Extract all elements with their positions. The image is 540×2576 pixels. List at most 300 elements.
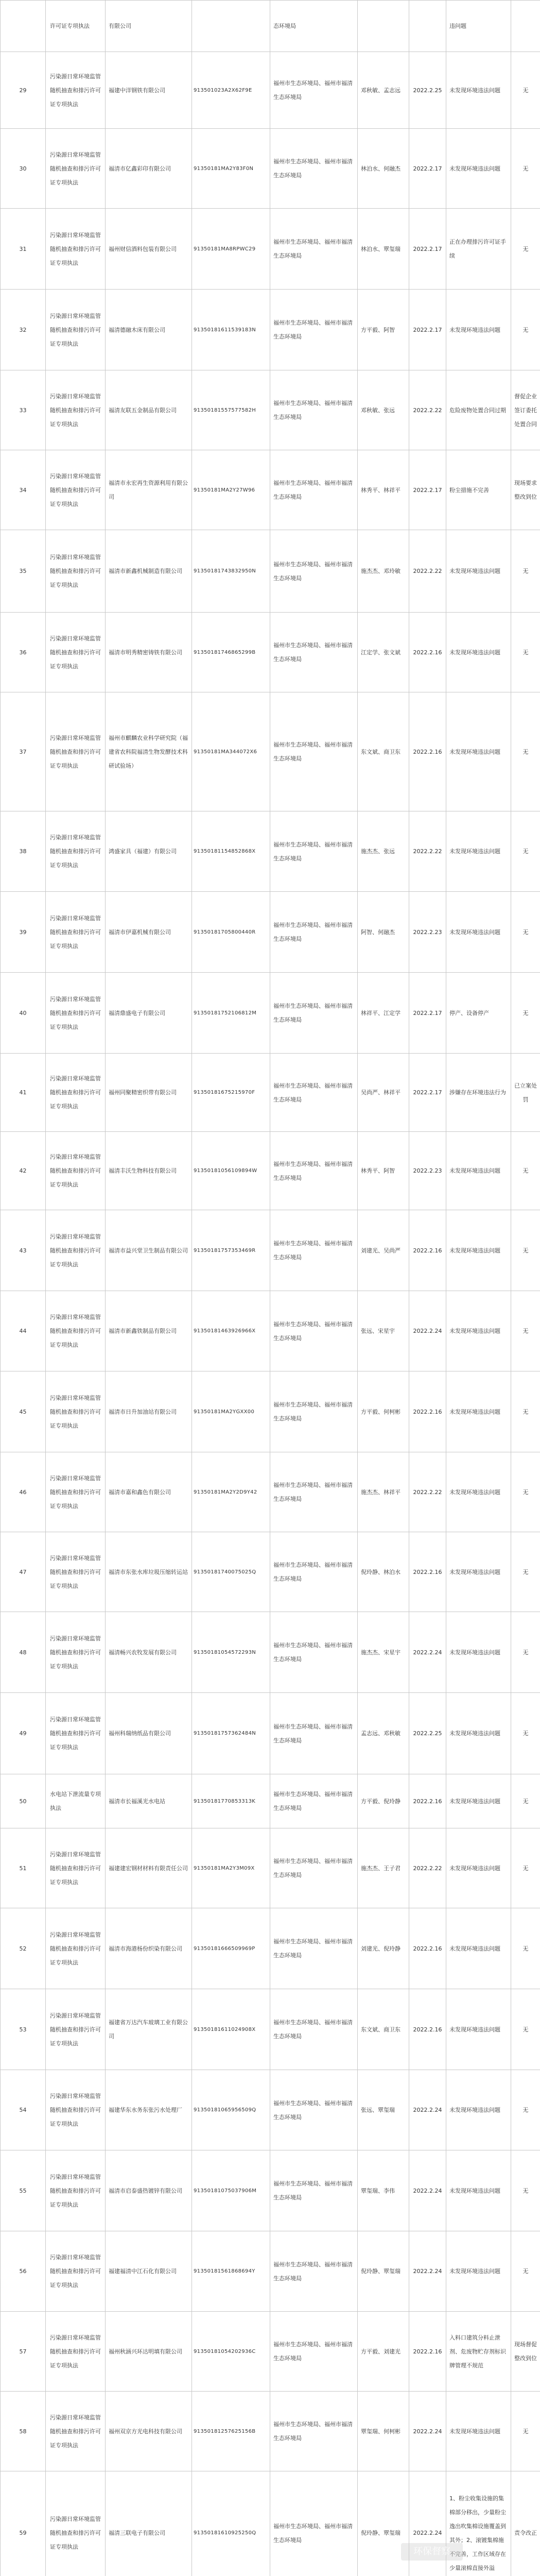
inspection-date-cell: 2022.2.16 <box>409 1371 446 1452</box>
company-name-cell: 福州秋涵兴环达明填有限公司 <box>106 2312 192 2392</box>
table-row <box>1 450 540 530</box>
table-row <box>1 1054 540 1132</box>
inspection-date-cell: 2022.2.16 <box>409 2312 446 2392</box>
table-row <box>1 1452 540 1532</box>
handling-result-cell: 无 <box>511 1532 540 1612</box>
seq-cell: 53 <box>1 1989 46 2070</box>
inspectors-cell: 孟志远、邓秋敏 <box>358 1693 409 1774</box>
inspection-type-cell: 污染源日常环境监管随机抽查和排污许可证专项执法 <box>46 692 106 811</box>
issue-found-cell: 未发现环境违法问题 <box>446 290 511 370</box>
issue-found-cell: 未发现环境违法问题 <box>446 52 511 129</box>
company-name-cell: 福清市永宏再生资源利用有限公司 <box>106 450 192 530</box>
issue-found-cell: 未发现环境违法问题 <box>446 2070 511 2150</box>
credit-code-cell <box>192 1 270 52</box>
inspection-type-cell: 污染源日常环境监管随机抽查和排污许可证专项执法 <box>46 1452 106 1532</box>
department-cell: 福州市生态环境局、福州市福清生态环境局 <box>270 450 358 530</box>
issue-found-cell: 涉嫌存在环境违法行为 <box>446 1054 511 1132</box>
seq-cell: 56 <box>1 2231 46 2312</box>
company-name-cell: 福建建宏钢材材料有限责任公司 <box>106 1828 192 1908</box>
inspectors-cell: 方平毅、刘建光 <box>358 2312 409 2392</box>
department-cell: 福州市生态环境局、福州市福清生态环境局 <box>270 370 358 450</box>
seq-cell: 32 <box>1 290 46 370</box>
credit-code-cell: 91350181610925250Q <box>192 2471 270 2576</box>
inspection-type-cell: 污染源日常环境监管随机抽查和排污许可证专项执法 <box>46 2150 106 2231</box>
table-row <box>1 811 540 892</box>
credit-code-cell: 91350181MA2Y27W96 <box>192 450 270 530</box>
inspection-date-cell: 2022.2.25 <box>409 52 446 129</box>
company-name-cell: 福清丰沃生物科技有限公司 <box>106 1132 192 1210</box>
department-cell: 福州市生态环境局、福州市福清生态环境局 <box>270 290 358 370</box>
handling-result-cell: 无 <box>511 1989 540 2070</box>
table-row <box>1 530 540 613</box>
inspection-date-cell: 2022.2.24 <box>409 1291 446 1371</box>
handling-result-cell: 无 <box>511 613 540 692</box>
inspection-date-cell: 2022.2.22 <box>409 1452 446 1532</box>
seq-cell: 43 <box>1 1210 46 1291</box>
table-row <box>1 2070 540 2150</box>
handling-result-cell: 无 <box>511 129 540 209</box>
company-name-cell: 福清鼎盛电子有限公司 <box>106 973 192 1054</box>
seq-cell: 49 <box>1 1693 46 1774</box>
credit-code-cell: 91350181065956509Q <box>192 2070 270 2150</box>
department-cell: 福州市生态环境局、福州市福清生态环境局 <box>270 1532 358 1612</box>
handling-result-cell: 无 <box>511 2150 540 2231</box>
inspection-type-cell: 污染源日常环境监管随机抽查和排污许可证专项执法 <box>46 530 106 613</box>
inspection-type-cell: 污染源日常环境监管随机抽查和排污许可证专项执法 <box>46 2070 106 2150</box>
issue-found-cell: 未发现环境违法问题 <box>446 1532 511 1612</box>
issue-found-cell: 未发现环境违法问题 <box>446 1612 511 1693</box>
table-row <box>1 290 540 370</box>
table-row <box>1 2150 540 2231</box>
company-name-cell: 福州市麒麟农业科学研究院（福建省农科院福清生物发酵技术科研试验场） <box>106 692 192 811</box>
inspection-type-cell: 污染源日常环境监管随机抽查和排污许可证专项执法 <box>46 892 106 973</box>
seq-cell: 44 <box>1 1291 46 1371</box>
inspection-type-cell: 污染源日常环境监管随机抽查和排污许可证专项执法 <box>46 1371 106 1452</box>
seq-cell: 59 <box>1 2471 46 2576</box>
department-cell: 福州市生态环境局、福州市福清生态环境局 <box>270 1612 358 1693</box>
inspectors-cell: 施杰杰、王子君 <box>358 1828 409 1908</box>
inspection-date-cell: 2022.2.24 <box>409 2231 446 2312</box>
issue-found-cell: 未发现环境违法问题 <box>446 1693 511 1774</box>
inspectors-cell: 施杰杰、邓玲敏 <box>358 530 409 613</box>
department-cell: 福州市生态环境局、福州市福清生态环境局 <box>270 1054 358 1132</box>
table-row <box>1 1 540 52</box>
table-row <box>1 1210 540 1291</box>
company-name-cell: 有限公司 <box>106 1 192 52</box>
inspection-date-cell: 2022.2.22 <box>409 530 446 613</box>
inspectors-cell: 阿智、何融杰 <box>358 892 409 973</box>
company-name-cell: 福建福清中江石化有限公司 <box>106 2231 192 2312</box>
credit-code-cell: 91350181056109894W <box>192 1132 270 1210</box>
inspection-type-cell: 污染源日常环境监管随机抽查和排污许可证专项执法 <box>46 811 106 892</box>
inspectors-cell: 东文斌、商卫东 <box>358 692 409 811</box>
inspection-type-cell: 污染源日常环境监管随机抽查和排污许可证专项执法 <box>46 1210 106 1291</box>
table-row <box>1 2312 540 2392</box>
inspection-type-cell: 水电站下泄流量专项执法 <box>46 1774 106 1828</box>
credit-code-cell: 91350181MA2Y3M09X <box>192 1828 270 1908</box>
table-row <box>1 1908 540 1989</box>
inspection-date-cell: 2022.2.24 <box>409 2392 446 2471</box>
handling-result-cell: 无 <box>511 209 540 290</box>
issue-found-cell: 未发现环境违法问题 <box>446 892 511 973</box>
credit-code-cell: 913501023A2X62F9E <box>192 52 270 129</box>
inspectors-cell: 覃玺瑞、何柯彬 <box>358 2392 409 2471</box>
issue-found-cell: 未发现环境违法问题 <box>446 1291 511 1371</box>
inspection-date-cell: 2022.2.22 <box>409 811 446 892</box>
watermark-badge: 环保督察 <box>401 2543 463 2561</box>
inspection-type-cell: 污染源日常环境监管随机抽查和排污许可证专项执法 <box>46 1828 106 1908</box>
issue-found-cell: 粉尘措施不完善 <box>446 450 511 530</box>
company-name-cell: 福清市新鑫铁制品有限公司 <box>106 1291 192 1371</box>
department-cell: 福州市生态环境局、福州市福清生态环境局 <box>270 1371 358 1452</box>
handling-result-cell: 无 <box>511 530 540 613</box>
credit-code-cell: 91350181257625156B <box>192 2392 270 2471</box>
seq-cell: 54 <box>1 2070 46 2150</box>
inspectors-cell: 施杰杰、张远 <box>358 811 409 892</box>
credit-code-cell: 91350181561868694Y <box>192 2231 270 2312</box>
seq-cell <box>1 1 46 52</box>
handling-result-cell: 无 <box>511 973 540 1054</box>
table-row <box>1 2392 540 2471</box>
inspection-date-cell: 2022.2.24 <box>409 2070 446 2150</box>
credit-code-cell: 91350181154852868X <box>192 811 270 892</box>
credit-code-cell: 91350181054572293N <box>192 1612 270 1693</box>
issue-found-cell: 未发现环境违法问题 <box>446 1828 511 1908</box>
table-row <box>1 1371 540 1452</box>
inspection-type-cell: 污染源日常环境监管随机抽查和排污许可证专项执法 <box>46 973 106 1054</box>
company-name-cell: 福清市东张水库垃圾压缩转运站 <box>106 1532 192 1612</box>
issue-found-cell: 未发现环境违法问题 <box>446 692 511 811</box>
credit-code-cell: 91350181666509969P <box>192 1908 270 1989</box>
inspection-type-cell: 污染源日常环境监管随机抽查和排污许可证专项执法 <box>46 1612 106 1693</box>
inspection-type-cell: 污染源日常环境监管随机抽查和排污许可证专项执法 <box>46 1054 106 1132</box>
handling-result-cell: 现场要求整改到位 <box>511 450 540 530</box>
inspection-date-cell: 2022.2.16 <box>409 613 446 692</box>
handling-result-cell: 无 <box>511 2070 540 2150</box>
handling-result-cell <box>511 1 540 52</box>
inspection-date-cell: 2022.2.16 <box>409 1532 446 1612</box>
company-name-cell: 福建华东水务东张污水处理厂 <box>106 2070 192 2150</box>
department-cell: 福州市生态环境局、福州市福清生态环境局 <box>270 1908 358 1989</box>
company-name-cell: 福清市明秀精密铸铁有限公司 <box>106 613 192 692</box>
company-name-cell: 福清市启泰盛热镀锌有限公司 <box>106 2150 192 2231</box>
seq-cell: 31 <box>1 209 46 290</box>
table-row <box>1 973 540 1054</box>
credit-code-cell: 91350181MA2Y83F0N <box>192 129 270 209</box>
handling-result-cell: 无 <box>511 1612 540 1693</box>
table-body <box>1 1 540 2576</box>
credit-code-cell: 91350181752106812M <box>192 973 270 1054</box>
credit-code-cell: 91350181463926966X <box>192 1291 270 1371</box>
inspection-date-cell: 2022.2.22 <box>409 370 446 450</box>
issue-found-cell: 未发现环境违法问题 <box>446 2231 511 2312</box>
company-name-cell: 福清市海港杨份织染有限公司 <box>106 1908 192 1989</box>
department-cell: 福州市生态环境局、福州市福清生态环境局 <box>270 613 358 692</box>
inspectors-cell: 施杰杰、宋星宇 <box>358 1612 409 1693</box>
issue-found-cell: 停产、设备停产 <box>446 973 511 1054</box>
inspection-date-cell: 2022.2.17 <box>409 290 446 370</box>
company-name-cell: 福州双京方光电科技有限公司 <box>106 2392 192 2471</box>
table-row <box>1 1612 540 1693</box>
department-cell: 福州市生态环境局、福州市福清生态环境局 <box>270 2392 358 2471</box>
inspectors-cell: 邓秋敏、孟志远 <box>358 52 409 129</box>
handling-result-cell: 无 <box>511 2231 540 2312</box>
table-row <box>1 1774 540 1828</box>
department-cell: 福州市生态环境局、福州市福清生态环境局 <box>270 892 358 973</box>
inspectors-cell: 倪玲静、覃玺瑞 <box>358 2231 409 2312</box>
handling-result-cell: 已立案处罚 <box>511 1054 540 1132</box>
seq-cell: 42 <box>1 1132 46 1210</box>
inspection-date-cell: 2022.2.22 <box>409 1828 446 1908</box>
issue-found-cell: 未发现环境违法问题 <box>446 1452 511 1532</box>
inspectors-cell: 邓秋敏、张远 <box>358 370 409 450</box>
inspectors-cell: 施杰杰、林祥平 <box>358 1452 409 1532</box>
inspection-type-cell: 污染源日常环境监管随机抽查和排污许可证专项执法 <box>46 613 106 692</box>
company-name-cell: 鸿盛家具（福建）有限公司 <box>106 811 192 892</box>
handling-result-cell: 无 <box>511 1828 540 1908</box>
table-row <box>1 692 540 811</box>
seq-cell: 33 <box>1 370 46 450</box>
table-row <box>1 1828 540 1908</box>
credit-code-cell: 91350181611024908X <box>192 1989 270 2070</box>
inspection-date-cell: 2022.2.16 <box>409 692 446 811</box>
seq-cell: 36 <box>1 613 46 692</box>
seq-cell: 47 <box>1 1532 46 1612</box>
inspection-type-cell: 污染源日常环境监管随机抽查和排污许可证专项执法 <box>46 209 106 290</box>
seq-cell: 35 <box>1 530 46 613</box>
table-row <box>1 129 540 209</box>
inspectors-cell: 林泊水、覃玺瑞 <box>358 209 409 290</box>
issue-found-cell: 未发现环境违法问题 <box>446 1908 511 1989</box>
handling-result-cell: 无 <box>511 290 540 370</box>
seq-cell: 34 <box>1 450 46 530</box>
inspectors-cell: 张远、宋星宇 <box>358 1291 409 1371</box>
inspectors-cell: 林秀平、阿智 <box>358 1132 409 1210</box>
credit-code-cell: 91350181557577582H <box>192 370 270 450</box>
department-cell: 福州市生态环境局、福州市福清生态环境局 <box>270 2231 358 2312</box>
inspectors-cell: 倪玲静、林泊水 <box>358 1532 409 1612</box>
inspection-date-cell: 2022.2.23 <box>409 892 446 973</box>
inspection-date-cell: 2022.2.16 <box>409 1210 446 1291</box>
department-cell: 福州市生态环境局、福州市福清生态环境局 <box>270 973 358 1054</box>
inspection-type-cell: 污染源日常环境监管随机抽查和排污许可证专项执法 <box>46 1908 106 1989</box>
seq-cell: 45 <box>1 1371 46 1452</box>
issue-found-cell: 未发现环境违法问题 <box>446 613 511 692</box>
company-name-cell: 福清市亿鑫彩印有限公司 <box>106 129 192 209</box>
handling-result-cell: 无 <box>511 811 540 892</box>
credit-code-cell: 91350181740075025Q <box>192 1532 270 1612</box>
issue-found-cell: 违问题 <box>446 1 511 52</box>
company-name-cell: 福清市益兴堂卫生制品有限公司 <box>106 1210 192 1291</box>
credit-code-cell: 91350181054202936C <box>192 2312 270 2392</box>
credit-code-cell: 91350181757353469R <box>192 1210 270 1291</box>
department-cell: 福州市生态环境局、福州市福清生态环境局 <box>270 2070 358 2150</box>
department-cell: 福州市生态环境局、福州市福清生态环境局 <box>270 1989 358 2070</box>
seq-cell: 38 <box>1 811 46 892</box>
company-name-cell: 福建中洋钢铁有限公司 <box>106 52 192 129</box>
department-cell: 福州市生态环境局、福州市福清生态环境局 <box>270 1774 358 1828</box>
seq-cell: 55 <box>1 2150 46 2231</box>
issue-found-cell: 未发现环境违法问题 <box>446 1371 511 1452</box>
issue-found-cell: 未发现环境违法问题 <box>446 1989 511 2070</box>
credit-code-cell: 91350181MA2Y2D9Y42 <box>192 1452 270 1532</box>
handling-result-cell: 责令改正 <box>511 2471 540 2576</box>
inspection-date-cell: 2022.2.17 <box>409 129 446 209</box>
company-name-cell: 福州科瑞纳纸品有限公司 <box>106 1693 192 1774</box>
issue-found-cell: 未发现环境违法问题 <box>446 2392 511 2471</box>
credit-code-cell: 91350181743832950N <box>192 530 270 613</box>
credit-code-cell: 91350181MA8RPWC29 <box>192 209 270 290</box>
inspectors-cell: 刘建光、倪玲静 <box>358 1908 409 1989</box>
table-row <box>1 1291 540 1371</box>
company-name-cell: 福清市日升加油站有限公司 <box>106 1371 192 1452</box>
company-name-cell: 福清畅兴农牧发展有限公司 <box>106 1612 192 1693</box>
inspectors-cell: 方平毅、阿智 <box>358 290 409 370</box>
department-cell: 福州市生态环境局、福州市福清生态环境局 <box>270 692 358 811</box>
table-row <box>1 209 540 290</box>
department-cell: 福州市生态环境局、福州市福清生态环境局 <box>270 52 358 129</box>
inspection-type-cell: 污染源日常环境监管随机抽查和排污许可证专项执法 <box>46 290 106 370</box>
credit-code-cell: 91350181757362484N <box>192 1693 270 1774</box>
inspectors-cell: 林秀平、林祥平 <box>358 450 409 530</box>
company-name-cell: 福建省万达汽车玻璃工业有限公司 <box>106 1989 192 2070</box>
inspection-type-cell: 污染源日常环境监管随机抽查和排污许可证专项执法 <box>46 370 106 450</box>
issue-found-cell: 入料口建筑分料止泄剂、危废物贮存剂标识牌管理不规范 <box>446 2312 511 2392</box>
company-name-cell: 福清市嘉和鑫色有限公司 <box>106 1452 192 1532</box>
company-name-cell: 福州财信酒料包装有限公司 <box>106 209 192 290</box>
table-row <box>1 1132 540 1210</box>
department-cell: 福州市生态环境局、福州市福清生态环境局 <box>270 209 358 290</box>
company-name-cell: 福清德融木床有限公司 <box>106 290 192 370</box>
inspectors-cell: 林泊水、何融杰 <box>358 129 409 209</box>
table-row <box>1 613 540 692</box>
credit-code-cell: 91350181MA344072X6 <box>192 692 270 811</box>
department-cell: 福州市生态环境局、福州市福清生态环境局 <box>270 1828 358 1908</box>
department-cell: 福州市生态环境局、福州市福清生态环境局 <box>270 530 358 613</box>
inspectors-cell: 张远、覃玺瑞 <box>358 2070 409 2150</box>
inspection-date-cell: 2022.2.17 <box>409 1054 446 1132</box>
seq-cell: 46 <box>1 1452 46 1532</box>
company-name-cell: 福清三联电子有限公司 <box>106 2471 192 2576</box>
inspection-date-cell: 2022.2.16 <box>409 1989 446 2070</box>
credit-code-cell: 91350181675215970F <box>192 1054 270 1132</box>
issue-found-cell: 危险废物处置合同过期 <box>446 370 511 450</box>
inspection-date-cell: 2022.2.24 <box>409 2150 446 2231</box>
handling-result-cell: 无 <box>511 52 540 129</box>
inspectors-cell: 覃玺瑞、李伟 <box>358 2150 409 2231</box>
handling-result-cell: 无 <box>511 1371 540 1452</box>
inspection-type-cell: 污染源日常环境监管随机抽查和排污许可证专项执法 <box>46 2392 106 2471</box>
handling-result-cell: 无 <box>511 1452 540 1532</box>
seq-cell: 39 <box>1 892 46 973</box>
inspection-type-cell: 污染源日常环境监管随机抽查和排污许可证专项执法 <box>46 2312 106 2392</box>
table-row <box>1 892 540 973</box>
handling-result-cell: 无 <box>511 1908 540 1989</box>
company-name-cell: 福清市新鑫机械制造有限公司 <box>106 530 192 613</box>
inspection-date-cell: 2022.2.23 <box>409 1132 446 1210</box>
inspection-date-cell: 2022.2.16 <box>409 1774 446 1828</box>
table-row <box>1 52 540 129</box>
inspection-type-cell: 许可证专项执法 <box>46 1 106 52</box>
inspectors-cell: 东文斌、商卫东 <box>358 1989 409 2070</box>
credit-code-cell: 91350181611539183N <box>192 290 270 370</box>
handling-result-cell: 督促企业签订委托处置合同 <box>511 370 540 450</box>
inspection-date-cell: 2022.2.25 <box>409 1693 446 1774</box>
department-cell: 福州市生态环境局、福州市福清生态环境局 <box>270 1693 358 1774</box>
handling-result-cell: 现场督促整改到位 <box>511 2312 540 2392</box>
handling-result-cell: 无 <box>511 1132 540 1210</box>
inspectors-cell: 方平毅、何柯彬 <box>358 1371 409 1452</box>
issue-found-cell: 未发现环境违法问题 <box>446 2150 511 2231</box>
handling-result-cell: 无 <box>511 1210 540 1291</box>
inspectors-cell: 方平毅、倪玲静 <box>358 1774 409 1828</box>
credit-code-cell: 91350181746865299B <box>192 613 270 692</box>
inspection-type-cell: 污染源日常环境监管随机抽查和排污许可证专项执法 <box>46 2471 106 2576</box>
table-row <box>1 2231 540 2312</box>
handling-result-cell: 无 <box>511 692 540 811</box>
table-row <box>1 370 540 450</box>
credit-code-cell: 91350181770853313K <box>192 1774 270 1828</box>
company-name-cell: 福清市伊嘉机械有限公司 <box>106 892 192 973</box>
inspection-type-cell: 污染源日常环境监管随机抽查和排污许可证专项执法 <box>46 2231 106 2312</box>
inspection-type-cell: 污染源日常环境监管随机抽查和排污许可证专项执法 <box>46 1989 106 2070</box>
seq-cell: 40 <box>1 973 46 1054</box>
inspectors-cell: 吴尚严、林祥平 <box>358 1054 409 1132</box>
table-row <box>1 1693 540 1774</box>
handling-result-cell: 无 <box>511 1693 540 1774</box>
inspectors-cell <box>358 1 409 52</box>
inspection-type-cell: 污染源日常环境监管随机抽查和排污许可证专项执法 <box>46 450 106 530</box>
inspection-date-cell <box>409 1 446 52</box>
department-cell: 福州市生态环境局、福州市福清生态环境局 <box>270 1132 358 1210</box>
inspectors-cell: 刘建光、吴尚严 <box>358 1210 409 1291</box>
company-name-cell: 福清友联五金制品有限公司 <box>106 370 192 450</box>
handling-result-cell: 无 <box>511 1291 540 1371</box>
handling-result-cell: 无 <box>511 2392 540 2471</box>
department-cell: 福州市生态环境局、福州市福清生态环境局 <box>270 1452 358 1532</box>
department-cell: 福州市生态环境局、福州市福清生态环境局 <box>270 1210 358 1291</box>
department-cell: 福州市生态环境局、福州市福清生态环境局 <box>270 811 358 892</box>
inspection-date-cell: 2022.2.16 <box>409 1908 446 1989</box>
seq-cell: 51 <box>1 1828 46 1908</box>
seq-cell: 41 <box>1 1054 46 1132</box>
department-cell: 福州市生态环境局、福州市福清生态环境局 <box>270 2150 358 2231</box>
seq-cell: 58 <box>1 2392 46 2471</box>
company-name-cell: 福州同聚精密织带有限公司 <box>106 1054 192 1132</box>
inspection-type-cell: 污染源日常环境监管随机抽查和排污许可证专项执法 <box>46 52 106 129</box>
department-cell: 福州市生态环境局、福州市福清生态环境局 <box>270 129 358 209</box>
inspection-date-cell: 2022.2.17 <box>409 973 446 1054</box>
seq-cell: 52 <box>1 1908 46 1989</box>
department-cell: 福州市生态环境局、福州市福清生态环境局 <box>270 2471 358 2576</box>
inspection-type-cell: 污染源日常环境监管随机抽查和排污许可证专项执法 <box>46 129 106 209</box>
handling-result-cell: 无 <box>511 892 540 973</box>
inspection-type-cell: 污染源日常环境监管随机抽查和排污许可证专项执法 <box>46 1132 106 1210</box>
department-cell: 福州市生态环境局、福州市福清生态环境局 <box>270 2312 358 2392</box>
table-row <box>1 1989 540 2070</box>
department-cell: 福州市生态环境局、福州市福清生态环境局 <box>270 1291 358 1371</box>
issue-found-cell: 未发现环境违法问题 <box>446 1774 511 1828</box>
handling-result-cell: 无 <box>511 1774 540 1828</box>
inspection-date-cell: 2022.2.17 <box>409 209 446 290</box>
inspectors-cell: 林祥平、江定学 <box>358 973 409 1054</box>
issue-found-cell: 未发现环境违法问题 <box>446 530 511 613</box>
issue-found-cell: 未发现环境违法问题 <box>446 1132 511 1210</box>
inspection-date-cell: 2022.2.24 <box>409 2471 446 2576</box>
seq-cell: 29 <box>1 52 46 129</box>
credit-code-cell: 91350181MA2YGXX00 <box>192 1371 270 1452</box>
company-name-cell: 福清市长福溪光水电站 <box>106 1774 192 1828</box>
